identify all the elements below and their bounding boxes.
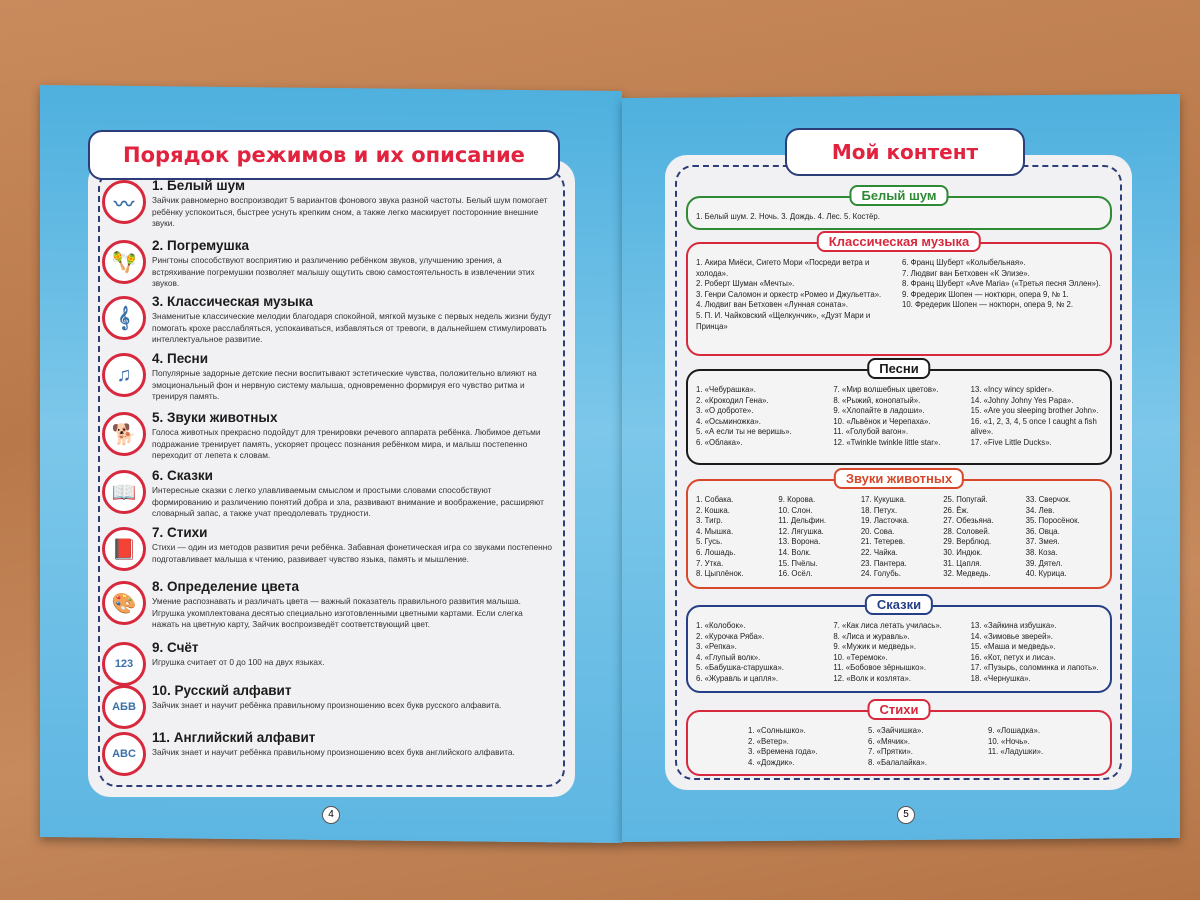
section-column: [696, 385, 827, 449]
list-item: 8. «Лиса и журавль».: [833, 631, 910, 641]
list-item: 12. «Twinkle twinkle little star».: [833, 437, 941, 447]
list-item: 10. «Ночь».: [988, 736, 1030, 746]
list-item: 15. «Маша и медведь».: [970, 642, 1056, 652]
page-number-left: 4: [322, 806, 340, 824]
list-item: 15. «Are you sleeping brother John».: [970, 406, 1099, 416]
list-item: 18. «Чернушка».: [970, 673, 1031, 683]
list-item: 10. «Львёнок и Черепаха».: [833, 416, 931, 426]
list-item: 13. «Incy wincy spider».: [970, 385, 1054, 394]
section-title: Классическая музыка: [817, 231, 981, 252]
mode-description: Умение распознавать и различать цвета — важный показатель правильного развития малыша. Игрушка укомплектована десятью специально изготовленными цветными картами. Если слегка нажать на цветную карту, Зайчик воспроизведёт соответствующий цвет.: [152, 596, 523, 629]
list-item: 9. Фредерик Шопен — ноктюрн, опера 9, № 1.: [902, 289, 1069, 299]
list-item: 38. Коза.: [1025, 547, 1058, 557]
section-column: [696, 212, 1102, 223]
page-number-right: 5: [897, 806, 915, 824]
list-item: 25. Попугай.: [943, 495, 988, 504]
mode-title: 8. Определение цвета: [152, 579, 299, 594]
content-section: [686, 361, 1112, 465]
dog-icon: 🐕: [102, 412, 146, 456]
list-item: 27. Обезьяна.: [943, 516, 994, 526]
list-item: 3. «Репка».: [696, 642, 737, 652]
list-item: 4. Людвиг ван Бетховен «Лунная соната».: [696, 300, 849, 310]
list-item: 29. Верблюд.: [943, 537, 992, 547]
list-item: 6. Лошадь.: [696, 547, 736, 557]
list-item: 40. Курица.: [1025, 569, 1067, 579]
list-item: 17. «Пузырь, соломинка и лапоть».: [970, 663, 1099, 673]
list-item: 2. Роберт Шуман «Мечты».: [696, 279, 795, 289]
right-page-title: Мой контент: [785, 128, 1025, 176]
content-section: [686, 188, 1112, 230]
list-item: 24. Голубь.: [860, 569, 901, 579]
list-item: 3. Генри Саломон и оркестр «Ромео и Джульетта».: [696, 289, 882, 299]
mode-description: Знаменитые классические мелодии благодаря спокойной, мягкой музыке с первых недель жизни будут помогать крохе расслабляться, успокаиваться, избавляться от тревоги, в дальнейшем стимулировать интеллектуальное развитие.: [152, 311, 552, 344]
list-item: 28. Соловей.: [943, 526, 990, 536]
list-item: 11. «Бобовое зёрнышко».: [833, 663, 926, 673]
list-item: 6. Франц Шуберт «Колыбельная».: [902, 258, 1026, 267]
content-section: [686, 234, 1112, 356]
alphabet-blocks-icon: АБВ: [102, 685, 146, 729]
list-item: 36. Овца.: [1025, 526, 1060, 536]
list-item: 31. Цапля.: [943, 558, 982, 568]
list-item: 7. «Прятки».: [868, 747, 913, 757]
book-icon: 📕: [102, 527, 146, 571]
mode-title: 7. Стихи: [152, 525, 208, 540]
list-item: 12. Лягушка.: [778, 526, 824, 536]
list-item: 32. Медведь.: [943, 569, 991, 579]
list-item: 8. «Балалайка».: [868, 757, 928, 767]
list-item: 9. Корова.: [778, 495, 816, 504]
section-column: [696, 495, 772, 580]
mode-description: Игрушка считает от 0 до 100 на двух языках.: [152, 657, 325, 667]
content-section: [686, 597, 1112, 693]
list-item: 2. «Крокодил Гена».: [696, 395, 769, 405]
list-item: 34. Лев.: [1025, 505, 1055, 515]
list-item: 5. «Бабушка-старушка».: [696, 663, 784, 673]
section-title: Звуки животных: [834, 468, 964, 489]
mode-description: Популярные задорные детские песни воспитывают эстетические чувства, положительно влияют на эмоциональный фон и нервную систему малыша, одновременно формируя его чувство ритма и тренируя память.: [152, 368, 537, 401]
mode-description: Голоса животных прекрасно подойдут для тренировки речевого аппарата ребёнка. Любимое детьми подражание тренирует память, ускоряет процесс познания ребёнком мира, и малыш постепенно переходит от лепета к словам.: [152, 427, 541, 460]
list-item: 22. Чайка.: [860, 547, 898, 557]
list-item: 3. Тигр.: [696, 516, 723, 526]
list-item: 37. Змея.: [1025, 537, 1060, 547]
section-column: [868, 726, 982, 768]
list-item: 5. Гусь.: [696, 537, 723, 547]
section-column: [696, 258, 896, 332]
section-column: [833, 385, 964, 449]
section-column: [943, 495, 1019, 580]
list-item: 33. Сверчок.: [1025, 495, 1071, 504]
section-title: Белый шум: [849, 185, 948, 206]
list-item: 7. «Как лиса летать училась».: [833, 621, 942, 630]
list-item: 6. «Мячик».: [868, 736, 911, 746]
content-section: [686, 471, 1112, 589]
list-item: 9. «Хлопайте в ладоши».: [833, 406, 925, 416]
mode-title: 11. Английский алфавит: [152, 730, 316, 745]
list-item: 14. «Johny Johny Yes Papa».: [970, 395, 1074, 405]
mode-description: Зайчик знает и научит ребёнка правильному произношению всех букв русского алфавита.: [152, 700, 502, 710]
list-item: 9. «Мужик и медведь».: [833, 642, 916, 652]
list-item: 4. «Глупый волк».: [696, 652, 761, 662]
mode-title: 3. Классическая музыка: [152, 294, 313, 309]
list-item: 10. Фредерик Шопен — ноктюрн, опера 9, № 2.: [902, 300, 1074, 310]
mode-title: 2. Погремушка: [152, 238, 249, 253]
list-item: 2. «Ветер».: [748, 736, 789, 746]
list-item: 15. Пчёлы.: [778, 558, 818, 568]
left-page-title: Порядок режимов и их описание: [88, 130, 560, 180]
mode-title: 10. Русский алфавит: [152, 683, 292, 698]
section-column: [971, 385, 1102, 449]
section-column: [971, 621, 1102, 685]
list-item: 2. Кошка.: [696, 505, 730, 515]
list-item: 16. «Кот, петух и лиса».: [970, 652, 1056, 662]
list-item: 30. Индюк.: [943, 547, 983, 557]
list-item: 4. Мышка.: [696, 526, 734, 536]
list-item: 8. Франц Шуберт «Ave Maria» («Третья песня Эллен»).: [902, 279, 1101, 289]
mode-description: Стихи — один из методов развития речи ребёнка. Забавная фонетическая игра со звуками постепенно подготавливает малыша к чтению, развивает чувство языка, память и мышление.: [152, 542, 552, 564]
list-item: 7. Утка.: [696, 558, 724, 568]
list-item: 16. Осёл.: [778, 569, 813, 579]
list-item: 1. Акира Миёси, Сигето Мори «Посреди ветра и холода».: [696, 258, 870, 278]
section-column: [748, 726, 862, 768]
list-item: 1. «Чебурашка».: [696, 385, 756, 394]
list-item: 17. «Five Little Ducks».: [970, 437, 1052, 447]
color-wheel-icon: 🎨: [102, 581, 146, 625]
list-item: 3. «О доброте».: [696, 406, 754, 416]
section-column: [861, 495, 937, 580]
alphabet-blocks-icon: ABC: [102, 732, 146, 776]
list-item: 18. Петух.: [860, 505, 898, 515]
list-item: 9. «Лошадка».: [988, 726, 1041, 735]
list-item: 14. Волк.: [778, 547, 811, 557]
list-item: 39. Дятел.: [1025, 558, 1063, 568]
list-item: 17. Кукушка.: [860, 495, 906, 504]
rattle-icon: 🪇: [102, 240, 146, 284]
numbers-icon: 123: [102, 642, 146, 686]
list-item: 23. Пантера.: [860, 558, 907, 568]
section-column: [833, 621, 964, 685]
section-title: Стихи: [868, 699, 931, 720]
list-item: 4. «Осьминожка».: [696, 416, 761, 426]
list-item: 1. Белый шум. 2. Ночь. 3. Дождь. 4. Лес. 5. Костёр.: [696, 212, 880, 221]
section-column: [902, 258, 1102, 332]
section-column: [696, 621, 827, 685]
mode-title: 9. Счёт: [152, 640, 199, 655]
list-item: 13. Ворона.: [778, 537, 821, 547]
list-item: 11. «Голубой вагон».: [833, 427, 909, 437]
list-item: 19. Ласточка.: [860, 516, 909, 526]
list-item: 5. «А если ты не веришь».: [696, 427, 792, 437]
list-item: 3. «Времена года».: [748, 747, 818, 757]
list-item: 10. «Теремок».: [833, 652, 888, 662]
list-item: 7. «Мир волшебных цветов».: [833, 385, 939, 394]
section-column: [1026, 495, 1102, 580]
list-item: 26. Ёж.: [943, 505, 969, 515]
list-item: 8. Цыплёнок.: [696, 569, 744, 579]
list-item: 16. «1, 2, 3, 4, 5 once I caught a fish alive».: [970, 416, 1097, 437]
list-item: 12. «Волк и козлята».: [833, 673, 912, 683]
list-item: 13. «Зайкина избушка».: [970, 621, 1057, 630]
list-item: 35. Поросёнок.: [1025, 516, 1080, 526]
list-item: 5. П. И. Чайковский «Щелкунчик», «Дуэт Мари и Принца»: [696, 310, 871, 331]
list-item: 8. «Рыжий, конопатый».: [833, 395, 921, 405]
treble-clef-icon: 𝄞: [102, 296, 146, 340]
section-column: [778, 495, 854, 580]
mode-description: Зайчик равномерно воспроизводит 5 вариантов фонового звука разной частоты. Белый шум помогает ребёнку успокоиться, быстрее уснуть крепким сном, а также легко маскирует посторонние внешние звуки.: [152, 195, 548, 228]
list-item: 20. Сова.: [860, 526, 895, 536]
content-section: [686, 702, 1112, 776]
mode-title: 4. Песни: [152, 351, 209, 366]
music-note-icon: ♫: [102, 353, 146, 397]
list-item: 2. «Курочка Ряба».: [696, 631, 765, 641]
list-item: 6. «Журавль и цапля».: [696, 673, 779, 683]
list-item: 7. Людвиг ван Бетховен «К Элизе».: [902, 268, 1030, 278]
mode-description: Интересные сказки с легко улавливаемым смыслом и простыми словами способствуют формированию и различению понятий добра и зла, развивают внимание и воображение, расширяют словарный запас, а также учат преодолевать трудности.: [152, 485, 544, 518]
list-item: 14. «Зимовье зверей».: [970, 631, 1053, 641]
list-item: 4. «Дождик».: [748, 757, 795, 767]
section-title: Сказки: [865, 594, 933, 615]
section-title: Песни: [867, 358, 930, 379]
list-item: 1. «Колобок».: [696, 621, 746, 630]
book-icon: 📖: [102, 470, 146, 514]
mode-title: 1. Белый шум: [152, 178, 245, 193]
mode-title: 6. Сказки: [152, 468, 213, 483]
list-item: 11. Дельфин.: [778, 516, 827, 526]
mode-title: 5. Звуки животных: [152, 410, 278, 425]
list-item: 5. «Зайчишка».: [868, 726, 924, 735]
list-item: 11. «Ладушки».: [988, 747, 1044, 757]
list-item: 6. «Облака».: [696, 437, 743, 447]
list-item: 1. Собака.: [696, 495, 734, 504]
list-item: 21. Тетерев.: [860, 537, 906, 547]
section-column: [988, 726, 1102, 768]
mode-description: Рингтоны способствуют восприятию и различению ребёнком звуков, улучшению зрения, а встряхивание погремушки позволяет малышу ощутить свою самостоятельность в извлечении этих звуков.: [152, 255, 535, 288]
list-item: 1. «Солнышко».: [748, 726, 806, 735]
mode-description: Зайчик знает и научит ребёнка правильному произношению всех букв английского алфавита.: [152, 747, 515, 757]
list-item: 10. Слон.: [778, 505, 813, 515]
sound-wave-icon: 〰: [102, 180, 146, 224]
